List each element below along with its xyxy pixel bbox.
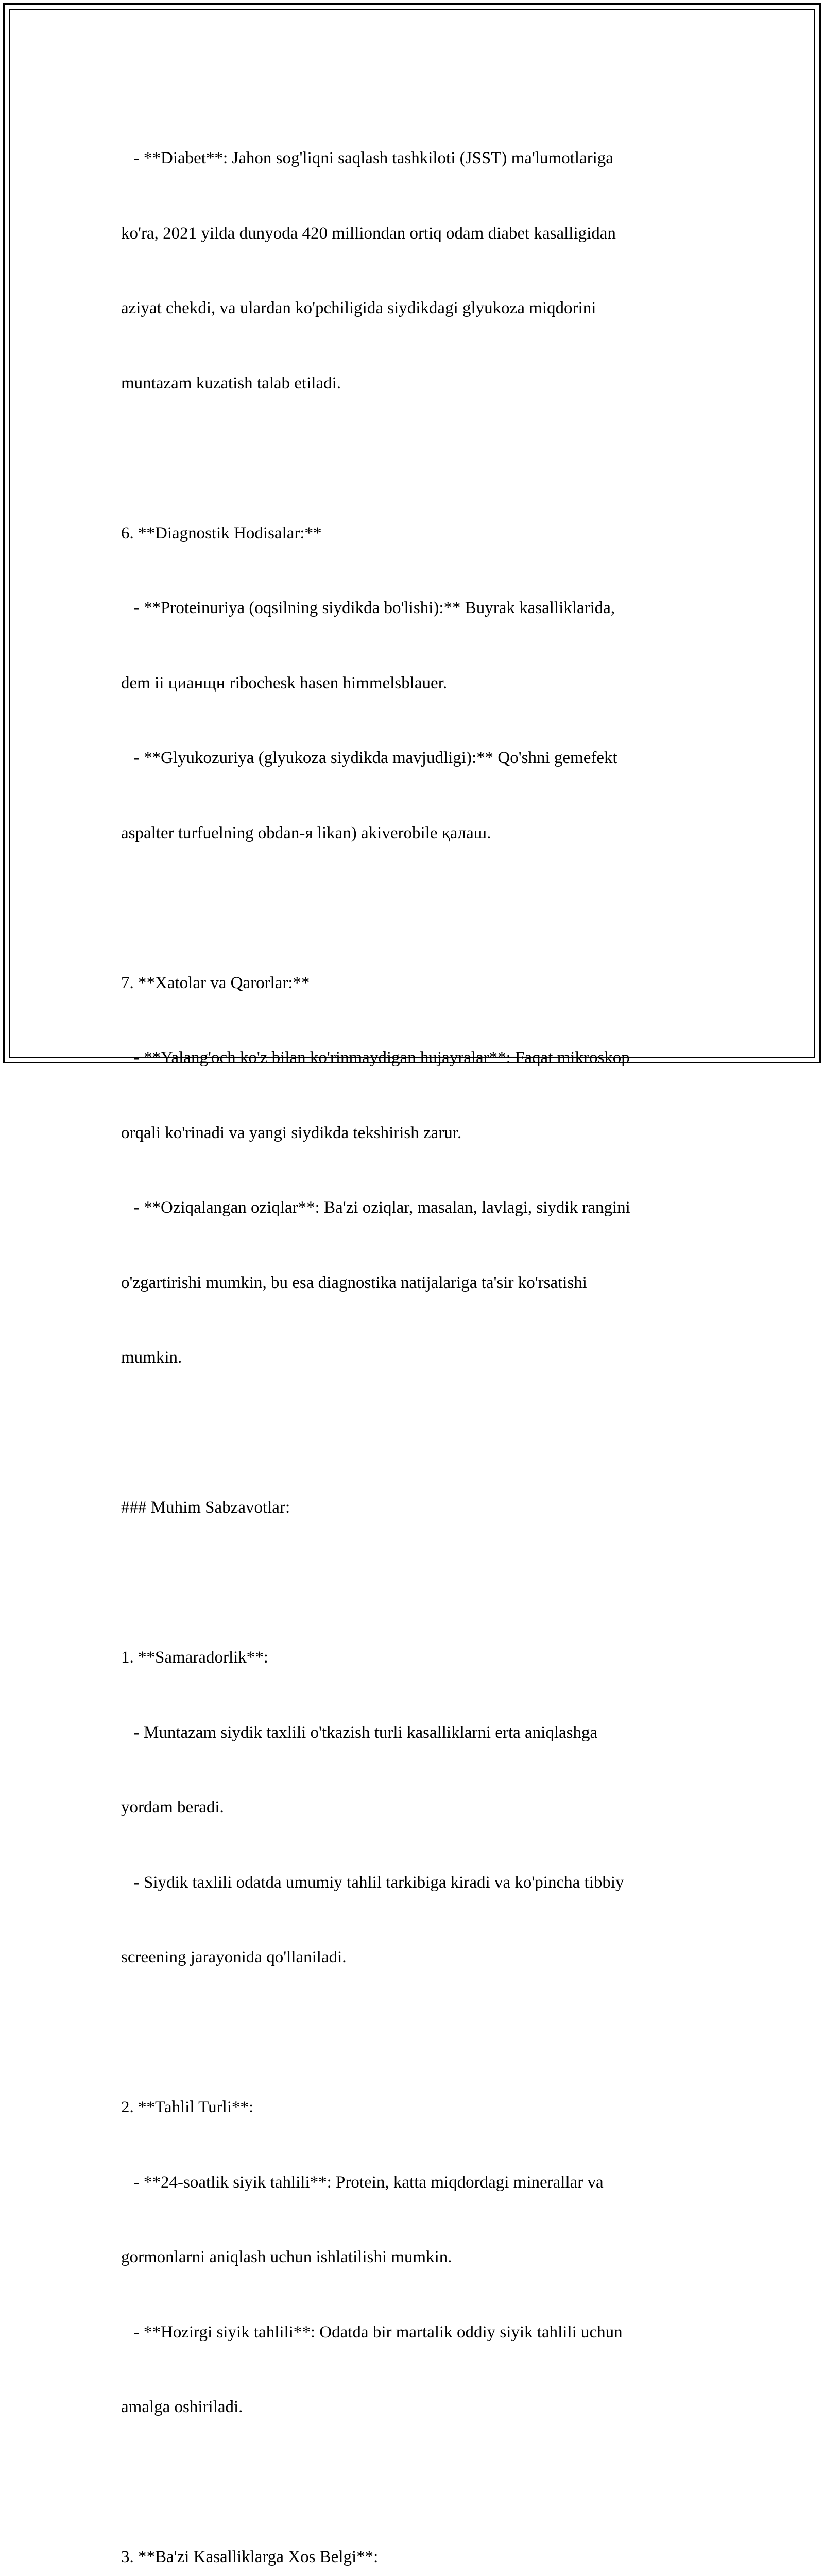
markdown-heading: ### Muhim Sabzavotlar:: [121, 1498, 290, 1517]
text-line: - **24-soatlik siyik tahlili**: Protein, katta miqdordagi minerallar va: [121, 2173, 604, 2192]
text-line: - **Yalang'och ko'z bilan ko'rinmaydigan hujayralar**: Faqat mikroskop: [121, 1048, 630, 1067]
text-line: - **Glyukozuriya (glyukoza siydikda mavjudligi):** Qo'shni gemefekt: [121, 749, 617, 767]
section-heading: 3. **Ba'zi Kasalliklarga Xos Belgi**:: [121, 2548, 379, 2566]
text-line: screening jarayonida qo'llaniladi.: [121, 1948, 347, 1967]
text-line: - **Hozirgi siyik tahlili**: Odatda bir martalik oddiy siyik tahlili uchun: [121, 2323, 623, 2342]
text-line: aspalter turfuelning obdan-я likan) akiverobile қалаш.: [121, 823, 491, 842]
text-line: muntazam kuzatish talab etiladi.: [121, 374, 341, 393]
text-line: amalga oshiriladi.: [121, 2398, 243, 2416]
blank-line: [121, 446, 739, 471]
text-line: dem ii цианщн ribochesk hasen himmelsblauer.: [121, 673, 448, 692]
text-line: o'zgartirishi mumkin, bu esa diagnostika natijalariga ta'sir ko'rsatishi: [121, 1273, 587, 1292]
text-line: mumkin.: [121, 1348, 182, 1367]
text-line: orqali ko'rinadi va yangi siydikda tekshirish zarur.: [121, 1123, 462, 1142]
text-line: yordam beradi.: [121, 1798, 224, 1817]
blank-line: [121, 2020, 739, 2045]
blank-line: [121, 1420, 739, 1446]
section-heading: 7. **Xatolar va Qarorlar:**: [121, 973, 310, 992]
blank-line: [121, 1570, 739, 1596]
text-line: - **Proteinuriya (oqsilning siydikda bo'lishi):** Buyrak kasalliklarida,: [121, 599, 615, 617]
blank-line: [121, 895, 739, 921]
text-line: - **Diabet**: Jahon sog'liqni saqlash tashkiloti (JSST) ma'lumotlariga: [121, 149, 613, 167]
section-heading: 1. **Samaradorlik**:: [121, 1648, 268, 1667]
section-heading: 6. **Diagnostik Hodisalar:**: [121, 523, 322, 543]
document-body: [121, 96, 739, 2576]
text-line: - Muntazam siydik taxlili o'tkazish turli kasalliklarni erta aniqlashga: [121, 1723, 598, 1742]
section-heading: 2. **Tahlil Turli**:: [121, 2098, 254, 2116]
text-line: gormonlarni aniqlash uchun ishlatilishi mumkin.: [121, 2248, 452, 2266]
text-line: - **Oziqalangan oziqlar**: Ba'zi oziqlar, masalan, lavlagi, siydik rangini: [121, 1198, 630, 1217]
blank-line: [121, 2470, 739, 2495]
text-line: - Siydik taxlili odatda umumiy tahlil tarkibiga kiradi va ko'pincha tibbiy: [121, 1873, 624, 1892]
text-line: ko'ra, 2021 yilda dunyoda 420 milliondan ortiq odam diabet kasalligidan: [121, 224, 616, 243]
text-line: aziyat chekdi, va ulardan ko'pchiligida siydikdagi glyukoza miqdorini: [121, 299, 596, 317]
